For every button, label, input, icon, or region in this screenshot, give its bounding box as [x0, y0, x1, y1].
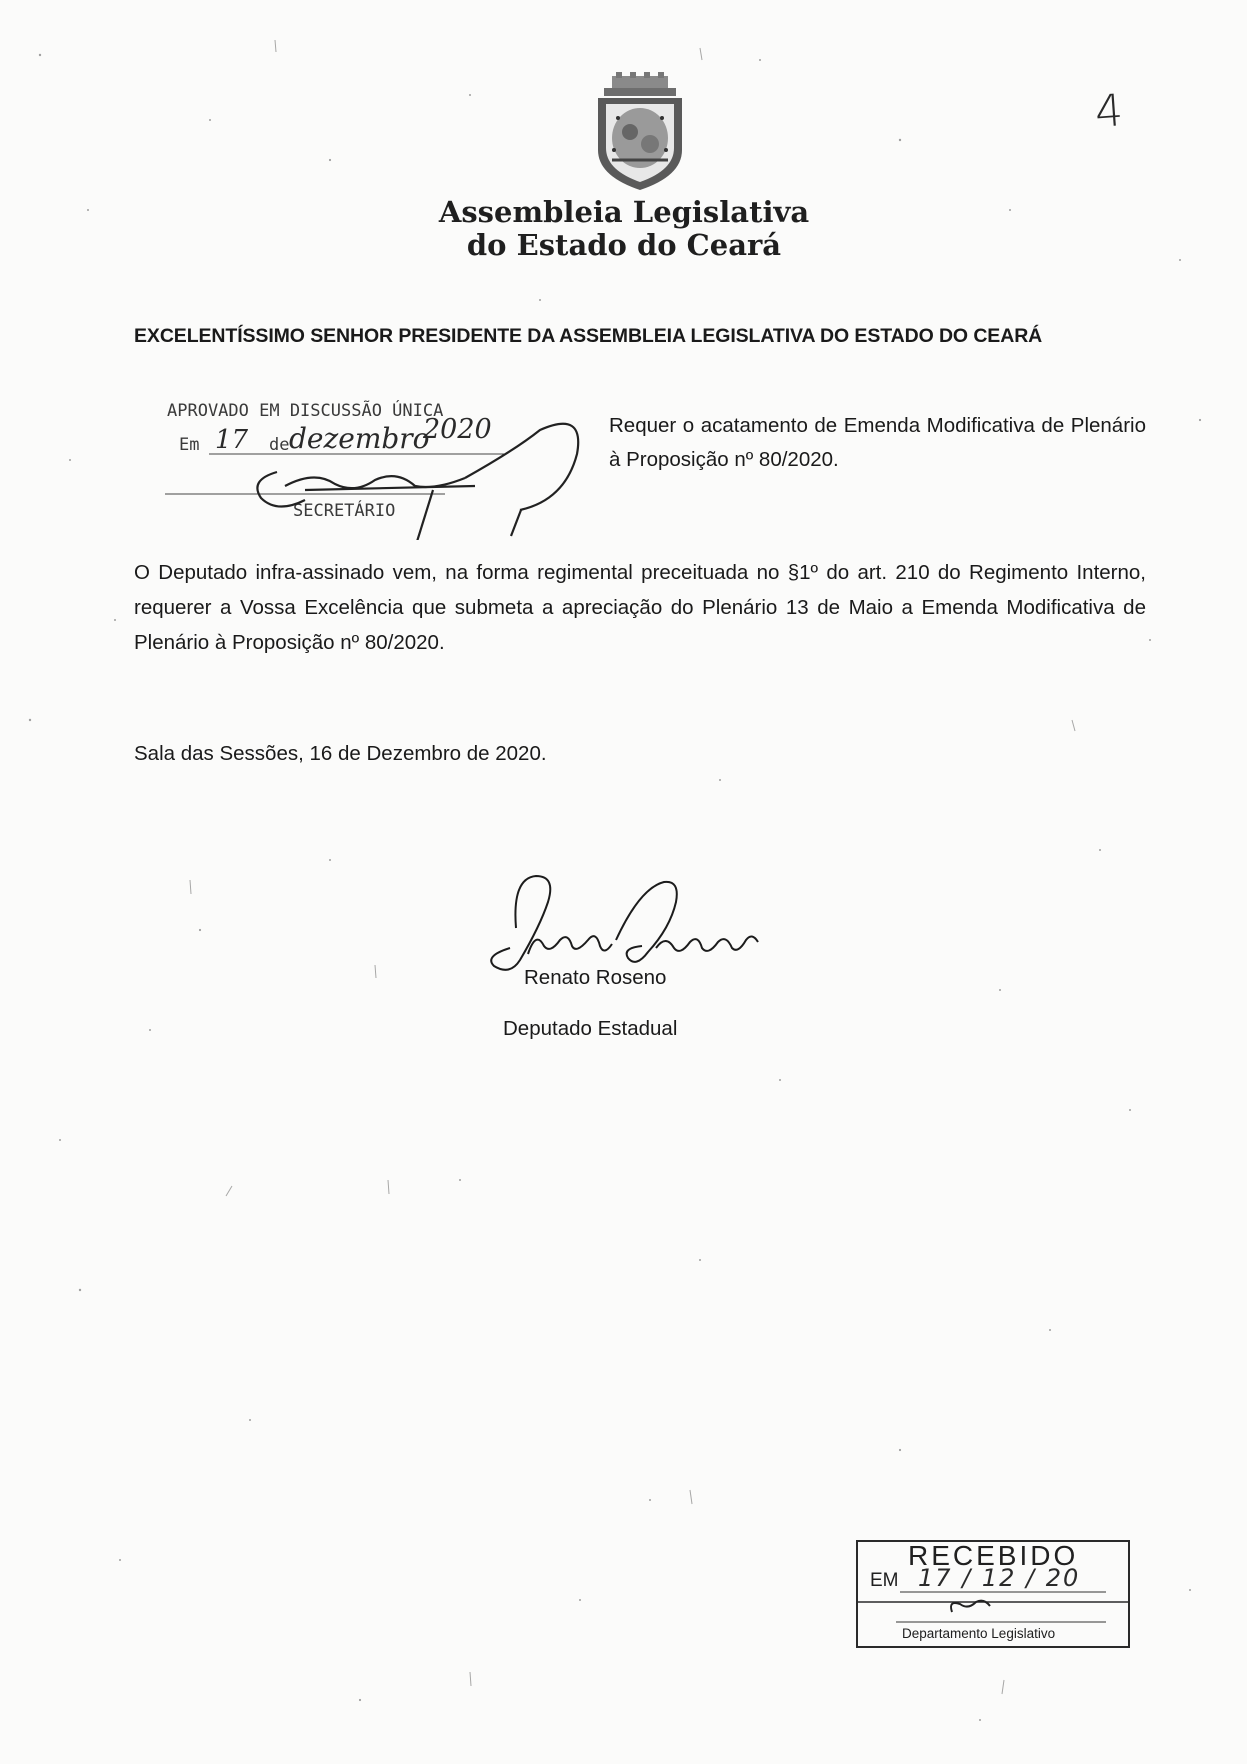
received-stamp-title: RECEBIDO [908, 1540, 1079, 1571]
received-stamp-em-label: EM [870, 1570, 899, 1591]
closing-place-date: Sala das Sessões, 16 de Dezembro de 2020. [134, 742, 547, 765]
received-stamp-department: Departamento Legislativo [902, 1626, 1056, 1641]
organization-name-line1: Assembleia Legislativa [438, 195, 810, 229]
signer-name: Renato Roseno [524, 966, 667, 989]
signature-icon [480, 868, 770, 978]
approval-stamp-line1: APROVADO EM DISCUSSÃO ÚNICA [167, 401, 444, 421]
approval-stamp-de: de [269, 435, 290, 455]
subject-text: Requer o acatamento de Emenda Modificativa de Plenário à Proposição nº 80/2020. [609, 414, 1146, 471]
page-number: 4 [1093, 85, 1125, 138]
received-stamp-date: 17 / 12 / 20 [918, 1564, 1081, 1592]
ceara-coat-of-arms-icon [590, 72, 690, 192]
salutation-heading: EXCELENTÍSSIMO SENHOR PRESIDENTE DA ASSEMBLEIA LEGISLATIVA DO ESTADO DO CEARÁ [134, 325, 1043, 347]
approval-stamp-em: Em [179, 435, 200, 455]
approval-stamp-role: SECRETÁRIO [293, 501, 396, 521]
approval-stamp [165, 390, 600, 540]
approval-stamp-year: 2020 [423, 414, 492, 445]
approval-stamp-month: dezembro [289, 422, 430, 455]
organization-name [424, 196, 824, 262]
approval-stamp-day: 17 [215, 425, 249, 455]
received-stamp [856, 1540, 1130, 1650]
body-paragraph: O Deputado infra-assinado vem, na forma regimental preceituada no §1º do art. 210 do Regimento Interno, requerer a Vossa Excelência que submeta a apreciação do Plenário 13 de Maio a Emenda Modificativa de Plenário à Proposição nº 80/2020. [134, 561, 1146, 654]
organization-name-line2: do Estado do Ceará [466, 228, 782, 262]
signer-role: Deputado Estadual [503, 1017, 678, 1040]
